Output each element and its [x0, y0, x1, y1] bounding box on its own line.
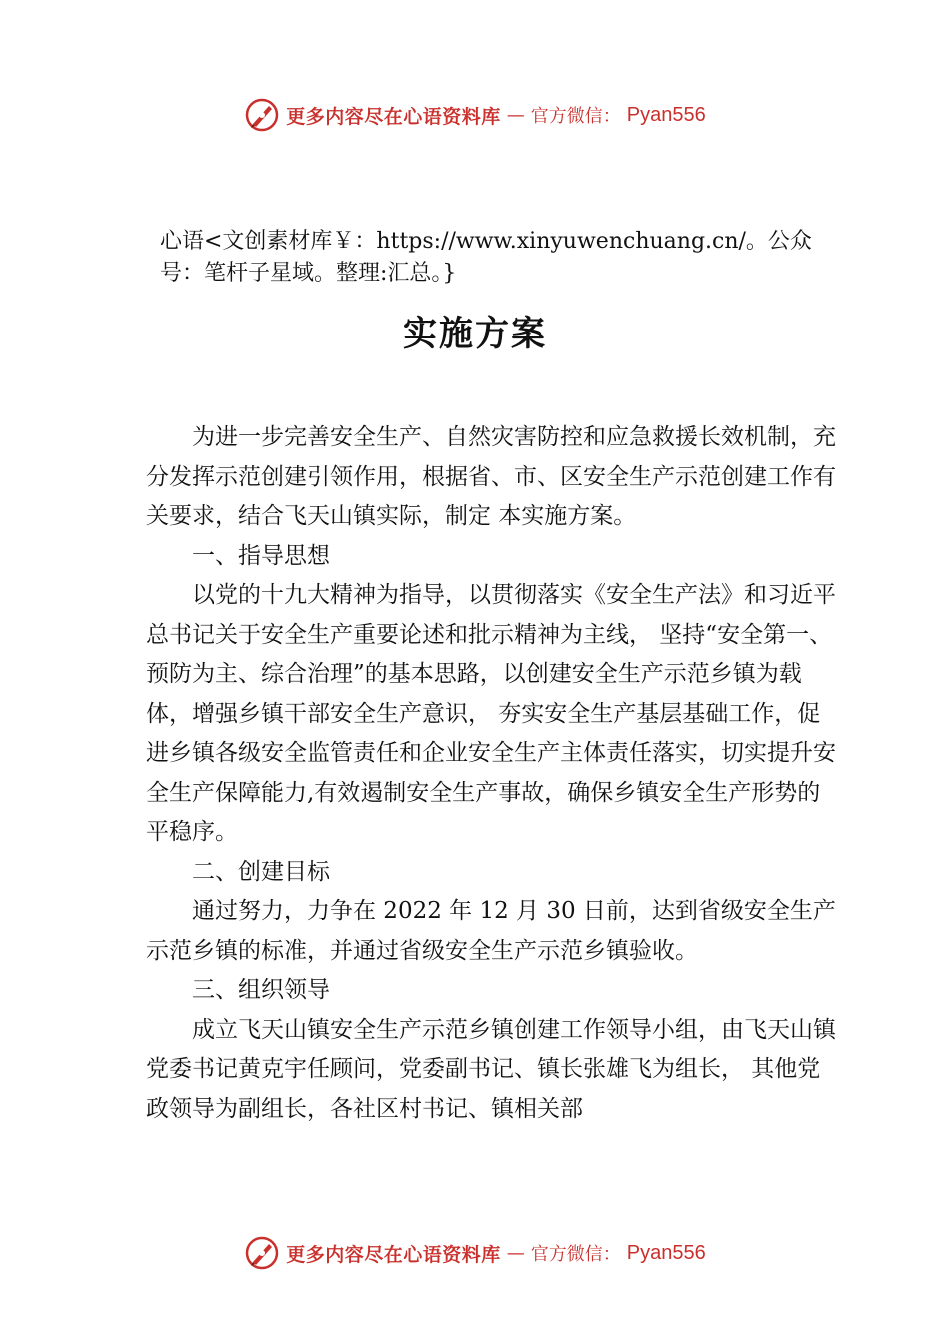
banner-wechat-label: 官方微信： — [530, 106, 621, 127]
banner-separator: — — [506, 104, 525, 126]
banner-slogan: 更多内容尽在心语资料库 — [286, 105, 501, 128]
section-heading-goals: 二、创建目标 — [192, 858, 330, 885]
banner-slogan: 更多内容尽在心语资料库 — [286, 1243, 501, 1266]
goals-paragraph: 通过努力，力争在 2022 年 12 月 30 日前，达到省级安全生产示范乡镇的标准，并通过省级安全生产示范乡镇验收。 — [146, 898, 836, 964]
section-heading-guiding-thought: 一、指导思想 — [192, 542, 330, 569]
leadership-paragraph: 成立飞天山镇安全生产示范乡镇创建工作领导小组，由飞天山镇党委书记黄克宇任顾问，党委副书记、镇长张雄飞为组长， 其他党政领导为副组长，各社区村书记、镇相关部 — [146, 1016, 836, 1122]
section-heading-leadership: 三、组织领导 — [192, 977, 330, 1003]
banner-separator: — — [506, 1242, 525, 1264]
intro-paragraph: 为进一步完善安全生产、自然灾害防控和应急救援长效机制，充分发挥示范创建引领作用，根据省、市、区安全生产示范创建工作有关要求，结合飞天山镇实际，制定 本实施方案。 — [146, 424, 836, 529]
footer-banner — [0, 1233, 950, 1273]
banner-wechat-id: Pyan556 — [626, 1241, 706, 1264]
source-note: 心语<文创素材库￥：https://www.xinyuwenchuang.cn/。公众号：笔杆子星域。整理:汇总。} — [160, 229, 812, 286]
document-title: 实施方案 — [403, 314, 547, 354]
guiding-thought-paragraph: 以党的十九大精神为指导，以贯彻落实《安全生产法》和习近平总书记关于安全生产重要论述和批示精神为主线， 坚持“安全第一、预防为主、综合治理”的基本思路，以创建安全生产示范乡镇为载体，增强乡镇干部安全生产意识， 夯实安全生产基层基础工作，促进乡镇各级安全监管责任和企业安全生产主体责任落实，切实提升安全生产保障能力,有效遏制安全生产事故，确保乡镇安全生产形势的平稳序。 — [146, 582, 836, 845]
pen-logo-icon — [244, 97, 280, 133]
banner-wechat-id: Pyan556 — [626, 103, 706, 126]
banner-wechat-label: 官方微信： — [530, 1244, 621, 1265]
header-banner — [0, 95, 950, 135]
document-body — [146, 418, 836, 1129]
pen-logo-icon — [244, 1235, 280, 1271]
